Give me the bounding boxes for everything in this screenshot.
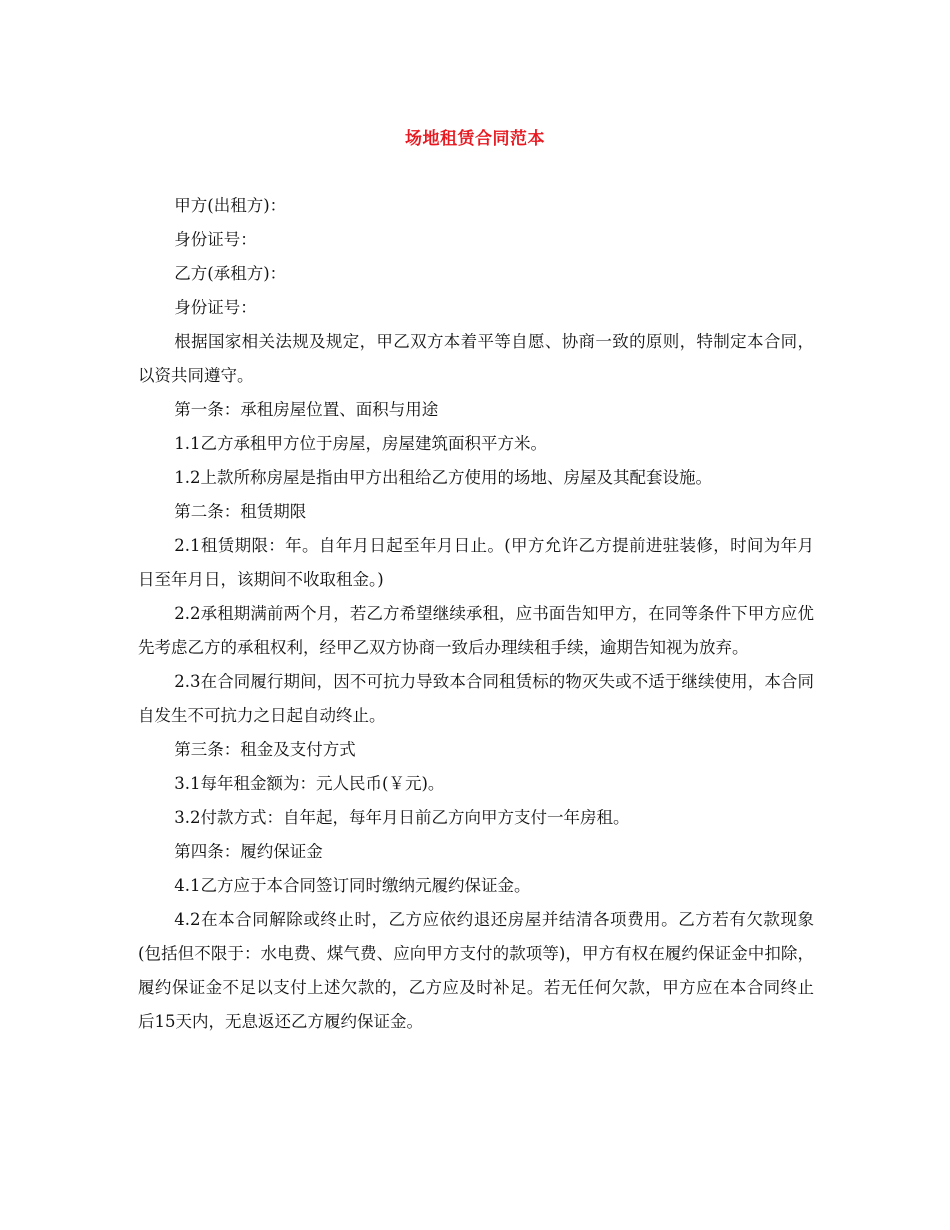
clause-2-2: 2.2承租期满前两个月，若乙方希望继续承租，应书面告知甲方，在同等条件下甲方应优先考虑乙方的承租权利，经甲乙双方协商一致后办理续租手续，逾期告知视为放弃。 <box>138 604 814 657</box>
clause-2-1: 2.1租赁期限：年。自年月日起至年月日止。(甲方允许乙方提前进驻装修，时间为年月日至年月日，该期间不收取租金。) <box>138 536 814 589</box>
paragraph-lessee: 乙方(承租方)： <box>174 264 287 283</box>
clause-4-1: 4.1乙方应于本合同签订同时缴纳元履约保证金。 <box>174 876 531 895</box>
clause-3-2: 3.2付款方式：自年起，每年月日前乙方向甲方支付一年房租。 <box>174 808 630 827</box>
article-1-heading: 第一条：承租房屋位置、面积与用途 <box>174 400 439 419</box>
paragraph-lessee-id: 身份证号： <box>174 298 257 317</box>
article-4-heading: 第四条：履约保证金 <box>174 842 323 861</box>
article-3-heading: 第三条：租金及支付方式 <box>174 740 356 759</box>
paragraph-preamble: 根据国家相关法规及规定，甲乙双方本着平等自愿、协商一致的原则，特制定本合同，以资共同遵守。 <box>138 332 814 385</box>
clause-4-2: 4.2在本合同解除或终止时，乙方应依约退还房屋并结清各项费用。乙方若有欠款现象(包括但不限于：水电费、煤气费、应向甲方支付的款项等)，甲方有权在履约保证金中扣除，履约保证金不足以支付上述欠款的，乙方应及时补足。若无任何欠款，甲方应在本合同终止后15天内，无息返还乙方履约保证金。 <box>138 910 814 1031</box>
clause-1-2: 1.2上款所称房屋是指由甲方出租给乙方使用的场地、房屋及其配套设施。 <box>174 468 713 487</box>
article-2-heading: 第二条：租赁期限 <box>174 502 307 521</box>
clause-1-1: 1.1乙方承租甲方位于房屋，房屋建筑面积平方米。 <box>174 434 548 453</box>
document-title: 场地租赁合同范本 <box>405 129 545 149</box>
paragraph-lessor: 甲方(出租方)： <box>174 196 287 215</box>
paragraph-lessor-id: 身份证号： <box>174 230 257 249</box>
clause-2-3: 2.3在合同履行期间，因不可抗力导致本合同租赁标的物灭失或不适于继续使用，本合同自发生不可抗力之日起自动终止。 <box>138 672 814 725</box>
clause-3-1: 3.1每年租金额为：元人民币(￥元)。 <box>174 774 445 793</box>
document-body <box>138 189 814 1039</box>
